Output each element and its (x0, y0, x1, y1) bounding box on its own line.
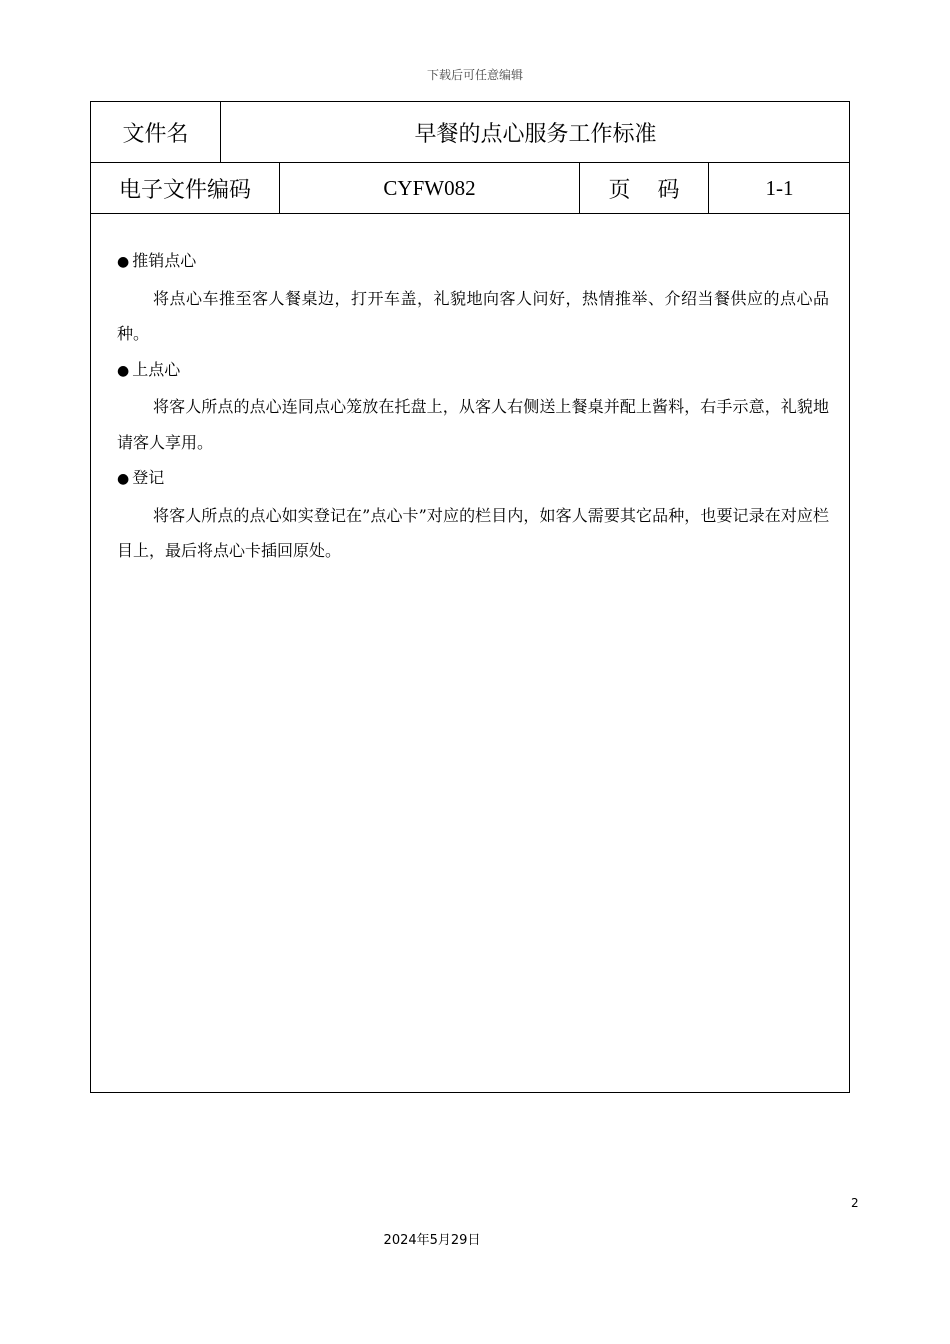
page-value: 1-1 (708, 163, 850, 213)
bullet-icon: ● (117, 471, 130, 487)
electronic-code-value: CYFW082 (279, 163, 579, 213)
section-heading-text: 登记 (132, 468, 165, 487)
section-paragraph: 将点心车推至客人餐桌边，打开车盖，礼貌地向客人问好，热情推举、介绍当餐供应的点心品种。 (117, 288, 829, 343)
page-label: 页 码 (579, 163, 708, 213)
section-heading (117, 460, 829, 498)
document-title: 早餐的点心服务工作标准 (220, 102, 850, 162)
file-name-label: 文件名 (122, 121, 189, 147)
document-body (117, 243, 829, 569)
section-heading (117, 243, 829, 281)
section-paragraph: 将客人所点的点心如实登记在”点心卡”对应的栏目内，如客人需要其它品种，也要记录在对应栏目上，最后将点心卡插回原处。 (117, 505, 829, 560)
document-frame (90, 101, 850, 1093)
bullet-icon: ● (117, 362, 130, 379)
section-paragraph: 将客人所点的点心连同点心笼放在托盘上，从客人右侧送上餐桌并配上酱料，右手示意，礼貌地请客人享用。 (117, 397, 829, 452)
electronic-code-label: 电子文件编码 (118, 177, 251, 203)
header-note: 下载后可任意编辑 (426, 68, 523, 82)
section-heading-text: 推销点心 (132, 251, 197, 270)
section-heading-text: 上点心 (132, 359, 181, 379)
page-number: 2 (851, 1196, 859, 1210)
footer-date: 2024年5月29日 (383, 1233, 481, 1248)
code-row (91, 163, 849, 214)
bullet-icon: ● (117, 254, 130, 270)
section-heading (117, 352, 829, 390)
title-row (91, 102, 849, 163)
